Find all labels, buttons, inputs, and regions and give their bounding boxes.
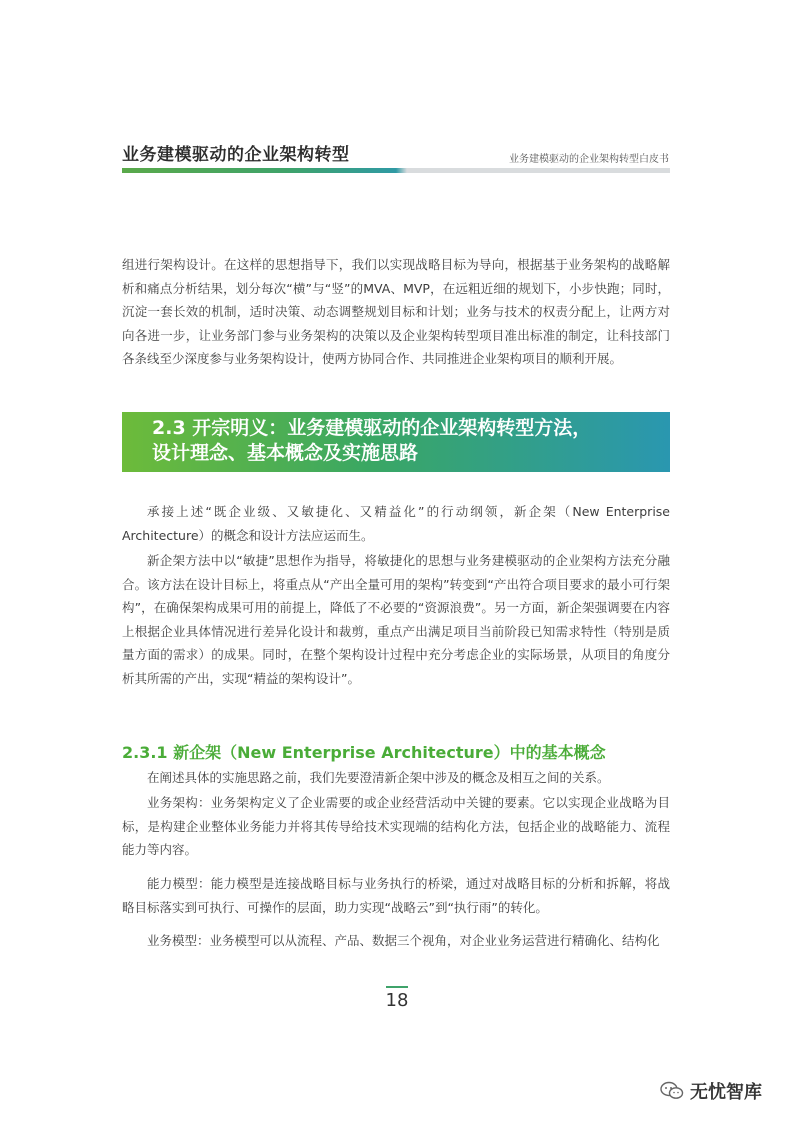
footer-brand-label: 无忧智库: [690, 1082, 762, 1103]
section-paragraph: 承接上述“既企业级、又敏捷化、又精益化”的行动纲领，新企架（New Enterprise Architecture）的概念和设计方法应运而生。: [122, 504, 670, 543]
section-heading-line1: 2.3 开宗明义：业务建模驱动的企业架构转型方法，: [152, 417, 592, 439]
subsection-paragraph: 在阐述具体的实施思路之前，我们先要澄清新企架中涉及的概念及相互之间的关系。: [147, 770, 610, 785]
section-heading-line2: 设计理念、基本概念及实施思路: [152, 442, 419, 464]
wechat-icon: [660, 1081, 684, 1101]
subsection-paragraph: 业务架构：业务架构定义了企业需要的或企业经营活动中关键的要素。它以实现企业战略为目标，是构建企业整体业务能力并将其传导给技术实现端的结构化方法，包括企业的战略能力、流程能力等内容。: [122, 795, 670, 857]
page-number: 18: [385, 990, 409, 1011]
footer-brand: [660, 1078, 762, 1104]
header-subtitle: 业务建模驱动的企业架构转型白皮书: [509, 154, 669, 165]
page-number-rule: [386, 986, 408, 988]
header-title: 业务建模驱动的企业架构转型: [122, 145, 350, 165]
section-heading: [152, 416, 650, 466]
intro-paragraph: 组进行架构设计。在这样的思想指导下，我们以实现战略目标为导向，根据基于业务架构的战略解析和痛点分析结果，划分每次“横”与“竖”的MVA、MVP，在远粗近细的规划下，小步快跑；同时，沉淀一套长效的机制，适时决策、动态调整规划目标和计划；业务与技术的权责分配上，让两方对向各进一步，让业务部门参与业务架构的决策以及企业架构转型项目准出标准的制定，让科技部门各条线至少深度参与业务架构设计，使两方协同合作、共同推进企业架构项目的顺利开展。: [122, 257, 670, 366]
subsection-heading: 2.3.1 新企架（New Enterprise Architecture）中的基本概念: [122, 743, 606, 762]
section-paragraph: 新企架方法中以“敏捷”思想作为指导，将敏捷化的思想与业务建模驱动的企业架构方法充分融合。该方法在设计目标上，将重点从“产出全量可用的架构”转变到“产出符合项目要求的最小可行架构”，在确保架构成果可用的前提上，降低了不必要的“资源浪费”。另一方面，新企架强调要在内容上根据企业具体情况进行差异化设计和裁剪，重点产出满足项目当前阶段已知需求特性（特别是质量方面的需求）的成果。同时，在整个架构设计过程中充分考虑企业的实际场景，从项目的角度分析其所需的产出，实现“精益的架构设计”。: [122, 553, 670, 686]
header-divider: [122, 168, 670, 173]
subsection-paragraph: 能力模型：能力模型是连接战略目标与业务执行的桥梁，通过对战略目标的分析和拆解，将战略目标落实到可执行、可操作的层面，助力实现“战略云”到“执行雨”的转化。: [122, 876, 670, 915]
section-banner: [122, 412, 670, 472]
subsection-paragraph: 业务模型：业务模型可以从流程、产品、数据三个视角，对企业业务运营进行精确化、结构化: [147, 933, 660, 948]
